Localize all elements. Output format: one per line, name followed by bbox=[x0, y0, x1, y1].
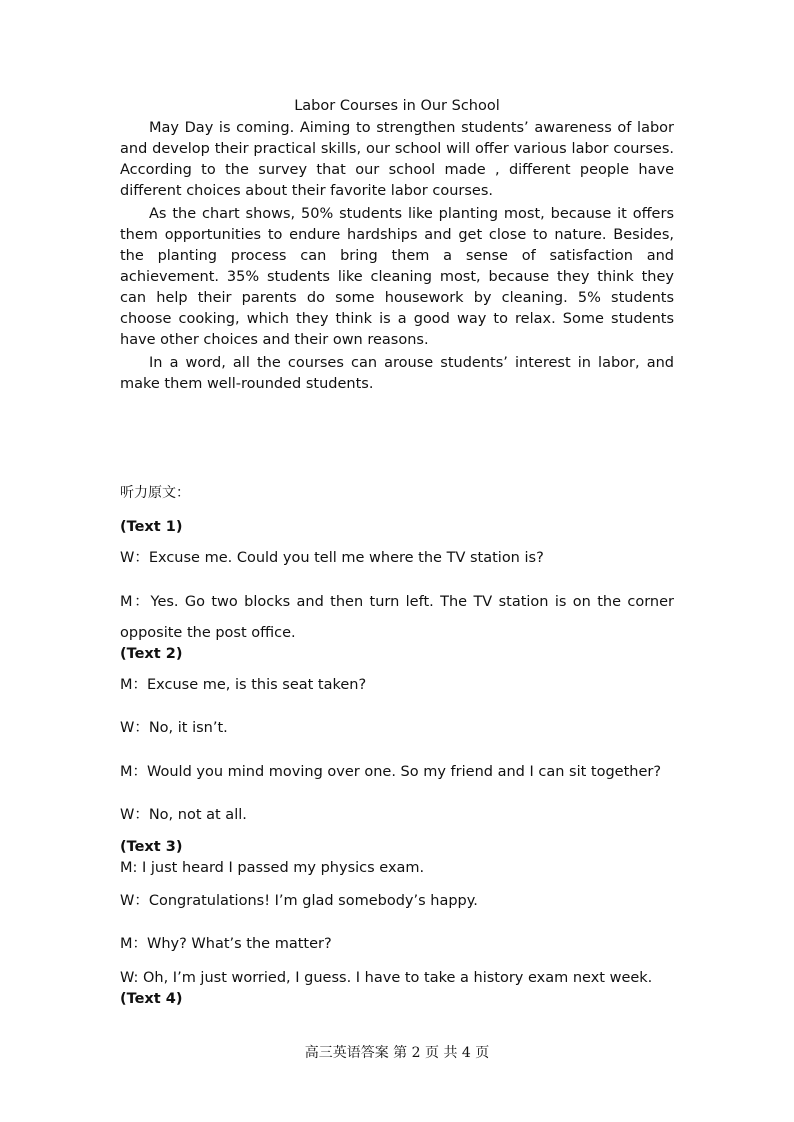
essay-title: Labor Courses in Our School bbox=[294, 98, 500, 114]
dialogue-line: W：Excuse me. Could you tell me where the TV station is? bbox=[120, 550, 544, 566]
page-footer: 高三英语答案 第 2 页 共 4 页 bbox=[304, 1045, 490, 1061]
essay-paragraph: In a word, all the courses can arouse students’ interest in labor, and make them well-rounded students. bbox=[120, 355, 674, 392]
dialogue-line: W：No, not at all. bbox=[120, 807, 247, 823]
text1-label: (Text 1) bbox=[120, 519, 183, 535]
essay-section bbox=[120, 96, 674, 397]
dialogue-line: M：Yes. Go two blocks and then turn left. The TV station is on the corner bbox=[120, 594, 674, 610]
dialogue-line: M：Would you mind moving over one. So my friend and I can sit together? bbox=[120, 764, 662, 780]
dialogue-line: W：Congratulations! I’m glad somebody’s happy. bbox=[120, 893, 478, 909]
text4-label: (Text 4) bbox=[120, 991, 183, 1007]
dialogue-line: M：Excuse me, is this seat taken? bbox=[120, 677, 367, 693]
dialogue-line: M: I just heard I passed my physics exam. bbox=[120, 860, 425, 876]
dialogue-line: M：Why? What’s the matter? bbox=[120, 936, 332, 952]
text3-label: (Text 3) bbox=[120, 839, 183, 855]
dialogue-line: W：No, it isn’t. bbox=[120, 720, 228, 736]
essay-paragraph: As the chart shows, 50% students like planting most, because it offers them opportunities to endure hardships and get close to nature. Besides, the planting process can bring them a sense of satisfaction and achievement. 35% students like cleaning most, because they think they can help their parents do some housework by cleaning. 5% students choose cooking, which they think is a good way to relax. Some students have other choices and their own reasons. bbox=[120, 206, 674, 348]
listening-heading: 听力原文： bbox=[120, 485, 190, 501]
dialogue-line: opposite the post office. bbox=[120, 625, 296, 641]
essay-paragraph: May Day is coming. Aiming to strengthen students’ awareness of labor and develop their practical skills, our school will offer various labor courses. According to the survey that our school made , different people have different choices about their favorite labor courses. bbox=[120, 120, 674, 199]
text2-label: (Text 2) bbox=[120, 646, 183, 662]
dialogue-line: W: Oh, I’m just worried, I guess. I have to take a history exam next week. bbox=[120, 970, 653, 986]
